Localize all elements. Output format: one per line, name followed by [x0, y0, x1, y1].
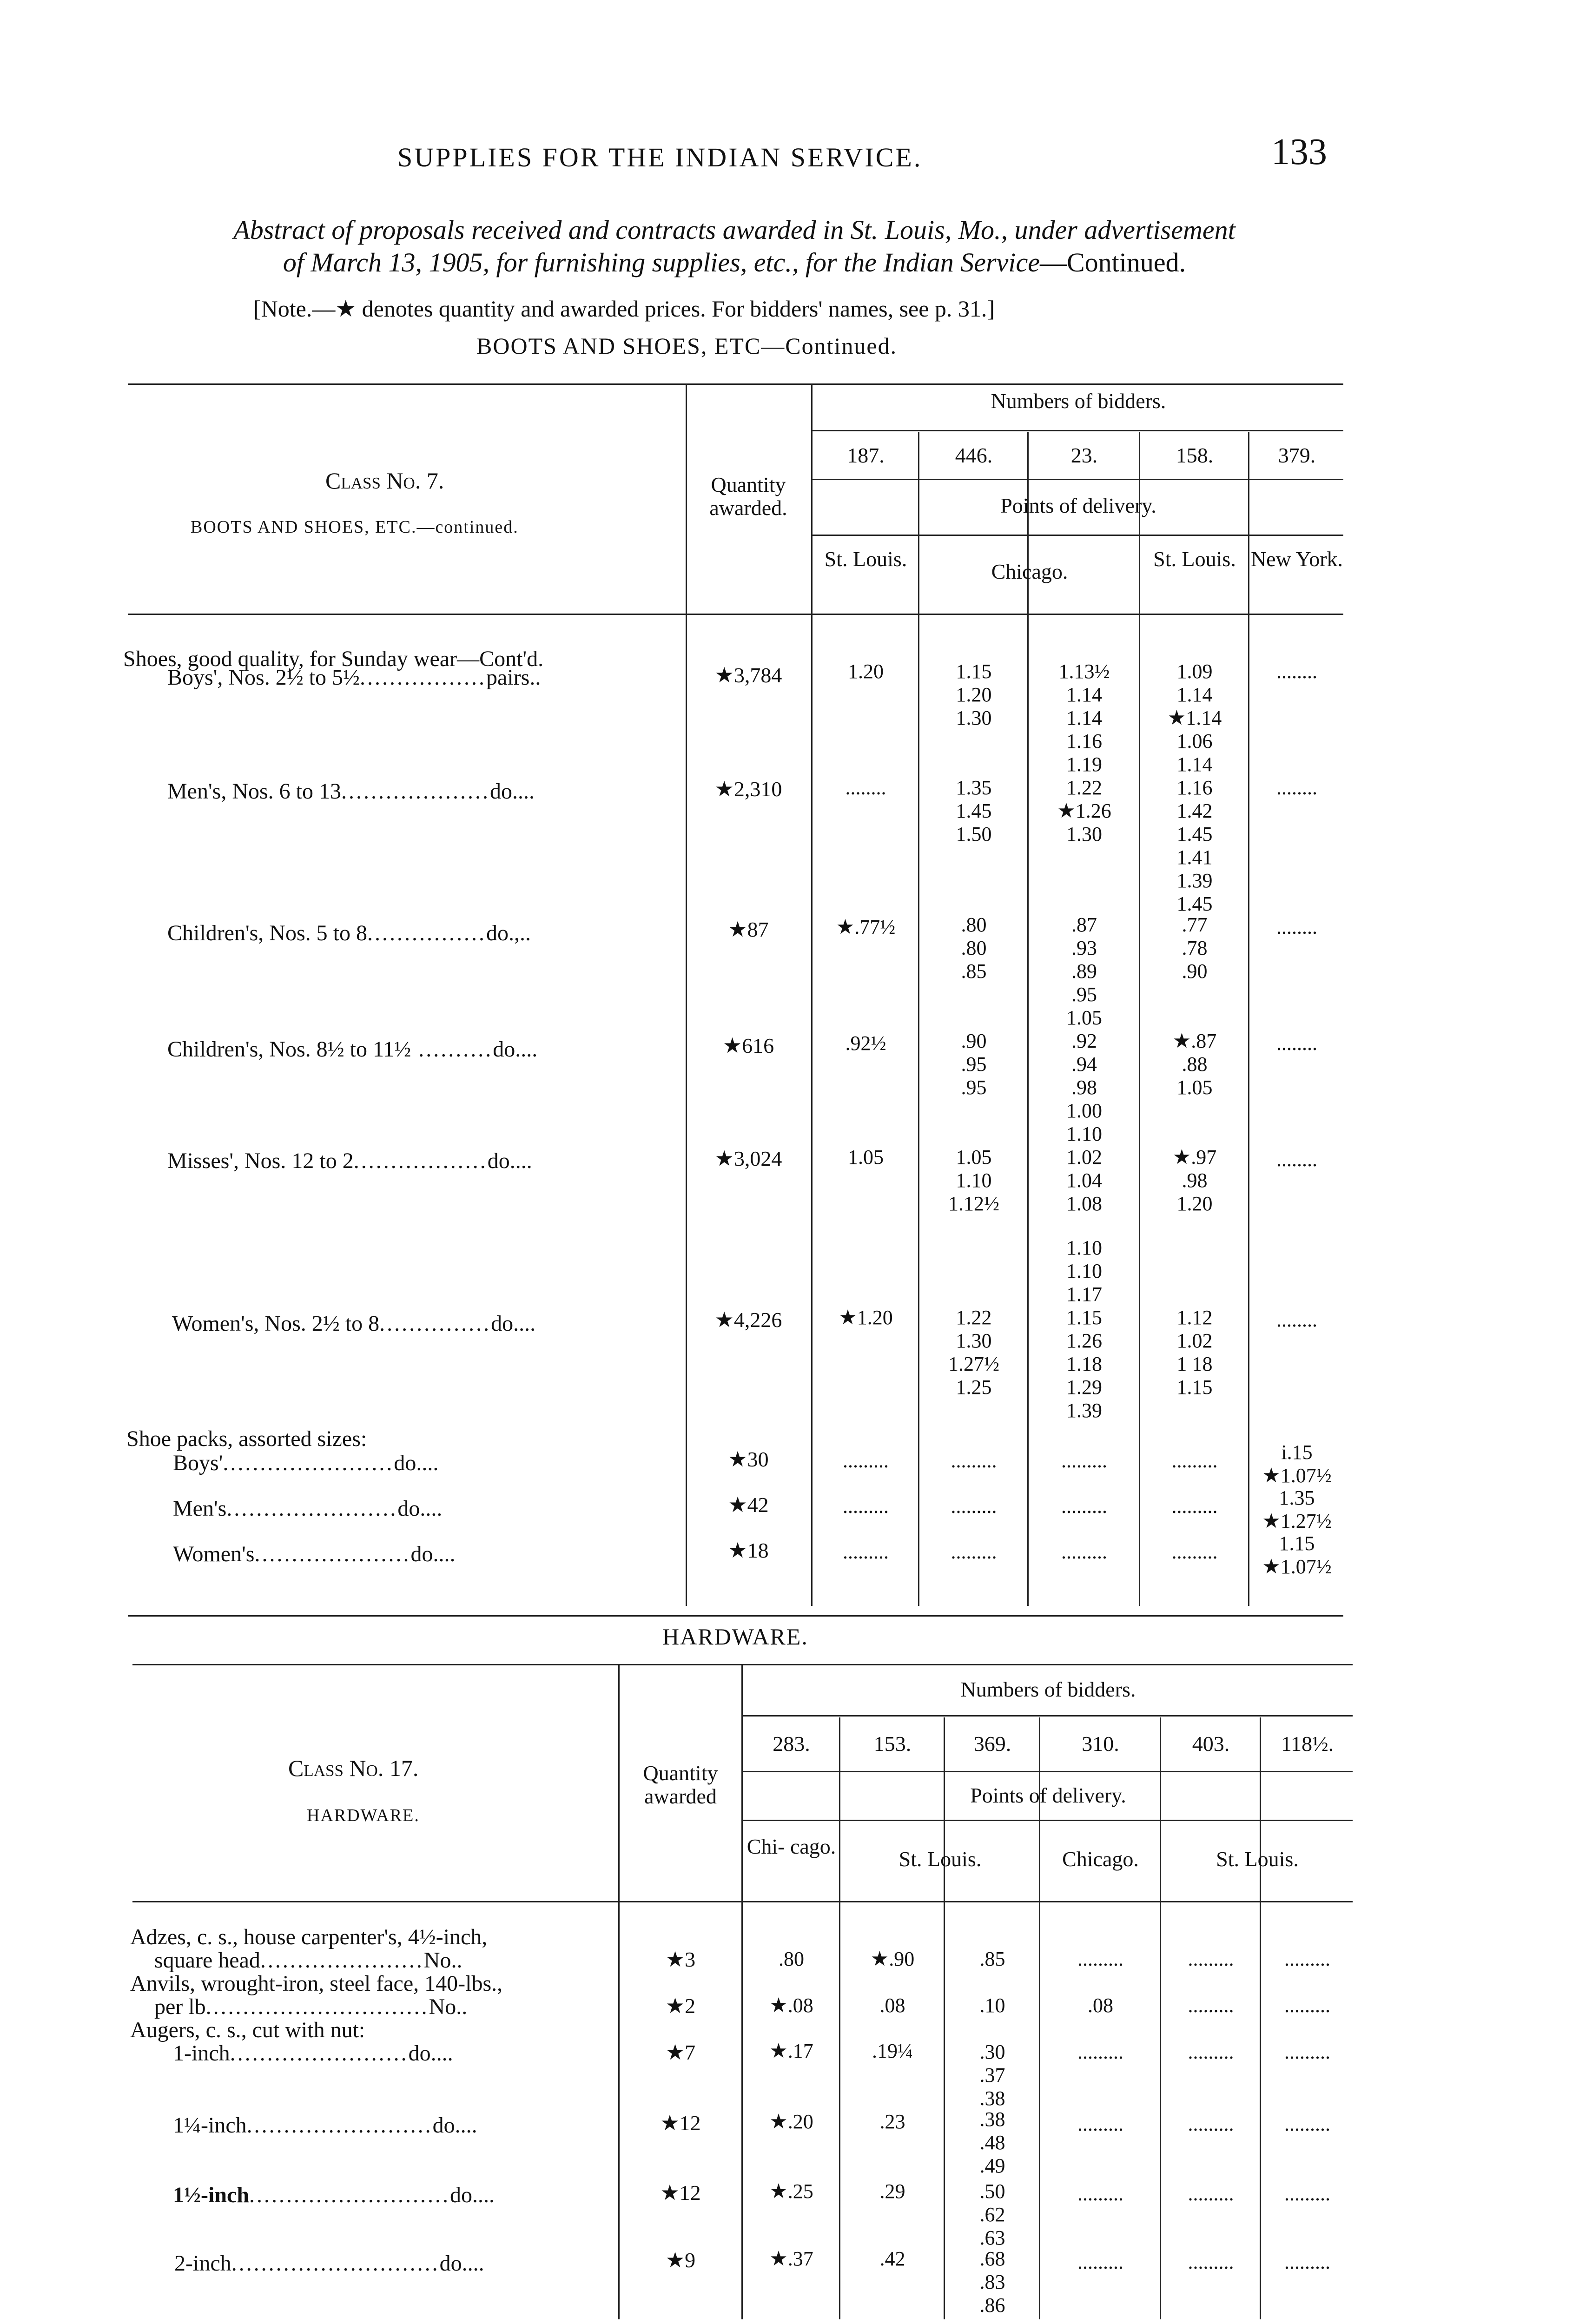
cell-187: .........	[843, 1449, 889, 1472]
row-item-label: Men's.......................do....	[173, 1496, 443, 1521]
group-title-sunday: Shoes, good quality, for Sunday wear—Cont'd.	[123, 647, 544, 671]
cell-379: 1.15 ★1.07½	[1262, 1532, 1332, 1578]
class-subtitle: HARDWARE.	[307, 1806, 420, 1825]
cell-403: .........	[1188, 2182, 1234, 2205]
cell-187: ★1.20	[839, 1306, 893, 1329]
cell-310: .........	[1077, 2040, 1123, 2063]
cell-283: ★.08	[769, 1994, 813, 2017]
cell-446: .80 .80 .85	[961, 913, 987, 983]
cell-118: .........	[1284, 2251, 1330, 2273]
cell-283: ★.20	[769, 2110, 813, 2133]
cell-403: .........	[1188, 2251, 1234, 2273]
cell-403: .........	[1188, 1994, 1234, 2017]
abstract-line-2	[112, 246, 1357, 279]
row-qty: ★4,226	[714, 1308, 782, 1332]
class-label: Class No. 7.	[325, 468, 444, 494]
row-qty: ★18	[728, 1538, 769, 1562]
cell-369: .30 .37 .38	[979, 2040, 1005, 2110]
cell-187: .........	[843, 1540, 889, 1563]
cell-187: ........	[845, 776, 886, 799]
delivery-st-louis-1: St. Louis.	[899, 1847, 982, 1871]
cell-379: ........	[1276, 1032, 1317, 1055]
cell-187: 1.05	[848, 1146, 884, 1169]
cell-187: ★.77½	[836, 916, 896, 938]
row-item-line-1: Anvils, wrought-iron, steel face, 140-lbs.,	[130, 1971, 503, 1996]
row-qty: ★3	[665, 1948, 696, 1971]
cell-310: .........	[1077, 2251, 1123, 2273]
bidder-446: 446.	[955, 443, 993, 467]
row-qty: ★30	[728, 1447, 769, 1471]
cell-403: .........	[1188, 2040, 1234, 2063]
row-qty: ★9	[665, 2248, 696, 2272]
row-qty: ★87	[728, 918, 769, 941]
row-item-line-1: Adzes, c. s., house carpenter's, 4½-inch,	[130, 1925, 488, 1949]
cell-153: .08	[879, 1994, 905, 2017]
cell-158: ★.87 .88 1.05	[1172, 1030, 1217, 1099]
row-qty: ★42	[728, 1493, 769, 1517]
abstract-line-2-tail: —Continued.	[1039, 247, 1186, 277]
bidder-283: 283.	[773, 1732, 810, 1756]
bidder-158: 158.	[1176, 443, 1214, 467]
cell-153: .29	[879, 2180, 905, 2203]
page-number: 133	[1271, 132, 1327, 172]
cell-153: ★.90	[870, 1948, 915, 1970]
row-item-label: Misses', Nos. 12 to 2..................do....	[167, 1149, 532, 1173]
bidder-310: 310.	[1082, 1732, 1119, 1756]
cell-158: 1.09 1.14 ★1.14 1.06 1.14	[1167, 660, 1222, 776]
quantity-awarded-header: Quantity awarded	[643, 1761, 718, 1808]
bidder-118: 118½.	[1281, 1732, 1334, 1756]
cell-369: .38 .48 .49	[979, 2108, 1005, 2177]
row-item-label: Women's, Nos. 2½ to 8...............do....	[172, 1311, 536, 1336]
cell-23: 1.02 1.04 1.08	[1066, 1146, 1102, 1215]
row-item-label: square head......................No..	[154, 1948, 462, 1973]
bidder-403: 403.	[1192, 1732, 1230, 1756]
cell-283: .80	[779, 1948, 804, 1970]
cell-158: 1.16 1.42 1.45 1.41 1.39 1.45	[1176, 776, 1213, 915]
cell-369: .10	[979, 1994, 1005, 2017]
cell-158: .........	[1171, 1449, 1218, 1472]
cell-118: .........	[1284, 1994, 1330, 2017]
cell-310: .........	[1077, 2113, 1123, 2135]
cell-23: .........	[1061, 1449, 1107, 1472]
cell-379: ........	[1276, 660, 1317, 683]
row-item-label: Boys', Nos. 2½ to 5½.................pairs..	[167, 665, 541, 690]
cell-118: .........	[1284, 2182, 1330, 2205]
cell-310: .08	[1088, 1994, 1113, 2017]
cell-283: ★.17	[769, 2040, 813, 2062]
cell-158: 1.12 1.02 1 18 1.15	[1176, 1306, 1213, 1399]
delivery-chicago-2: Chicago.	[1062, 1847, 1139, 1871]
cell-23: 1.13½ 1.14 1.14 1.16 1.19	[1058, 660, 1110, 776]
delivery-header: Points of delivery.	[1000, 494, 1156, 517]
row-item-label: Men's, Nos. 6 to 13....................do....	[167, 779, 535, 804]
row-item-label: 1½-inch...........................do....	[173, 2183, 495, 2207]
row-item-label: Boys'.......................do....	[173, 1451, 439, 1475]
cell-158: ★.97 .98 1.20	[1172, 1146, 1217, 1215]
cell-23: 1.22 ★1.26 1.30	[1057, 776, 1111, 845]
row-item-label: Children's, Nos. 8½ to 11½ ..........do....	[167, 1037, 538, 1062]
cell-446: .90 .95 .95	[961, 1030, 987, 1099]
bidder-23: 23.	[1070, 443, 1098, 467]
quantity-awarded-header: Quantity awarded.	[709, 473, 787, 520]
cell-403: .........	[1188, 2113, 1234, 2135]
row-item-line-1: Augers, c. s., cut with nut:	[130, 2018, 365, 2042]
cell-379: 1.35 ★1.27½	[1262, 1486, 1332, 1532]
bidders-header: Numbers of bidders.	[991, 389, 1166, 413]
row-qty: ★12	[660, 2181, 701, 2205]
delivery-st-louis-1: St. Louis.	[824, 547, 907, 571]
cell-187: 1.20	[848, 660, 884, 683]
cell-118: .........	[1284, 2040, 1330, 2063]
row-item-label: 1¼-inch.........................do....	[173, 2113, 477, 2138]
bidders-header: Numbers of bidders.	[960, 1677, 1136, 1701]
cell-310: .........	[1077, 1948, 1123, 1970]
cell-379: ........	[1276, 916, 1317, 938]
cell-23: .87 .93 .89 .95 1.05	[1066, 913, 1102, 1029]
cell-153: .42	[879, 2247, 905, 2270]
row-qty: ★2	[665, 1994, 696, 2018]
cell-446: 1.22 1.30 1.27½ 1.25	[948, 1306, 999, 1399]
cell-187: .........	[843, 1495, 889, 1518]
cell-379: ........	[1276, 1308, 1317, 1331]
cell-446: .........	[951, 1449, 997, 1472]
bidder-369: 369.	[973, 1732, 1011, 1756]
delivery-st-louis-2: St. Louis.	[1153, 547, 1236, 571]
section-title-hardware: HARDWARE.	[662, 1624, 808, 1650]
cell-369: .68 .83 .86	[979, 2247, 1005, 2317]
delivery-st-louis-2: St. Louis.	[1216, 1847, 1299, 1871]
cell-446: 1.05 1.10 1.12½	[948, 1146, 999, 1215]
delivery-chicago: Chicago.	[991, 560, 1068, 583]
cell-153: .19¼	[872, 2040, 913, 2062]
row-item-label: 2-inch............................do....	[174, 2251, 484, 2276]
cell-403: .........	[1188, 1948, 1234, 1970]
cell-23: .........	[1061, 1540, 1107, 1563]
cell-187: .92½	[845, 1032, 886, 1055]
cell-379: i.15 ★1.07½	[1262, 1441, 1332, 1487]
cell-446: 1.15 1.20 1.30	[956, 660, 992, 729]
bidder-379: 379.	[1278, 443, 1316, 467]
cell-310: .........	[1077, 2182, 1123, 2205]
row-qty: ★7	[665, 2040, 696, 2064]
row-qty: ★3,024	[714, 1147, 782, 1170]
cell-118: .........	[1284, 1948, 1330, 1970]
delivery-header: Points of delivery.	[970, 1783, 1126, 1807]
running-header-title: SUPPLIES FOR THE INDIAN SERVICE.	[397, 142, 923, 172]
row-item-label: Children's, Nos. 5 to 8................do.,..	[167, 921, 531, 945]
cell-158: .........	[1171, 1495, 1218, 1518]
cell-379: ........	[1276, 1148, 1317, 1171]
row-qty: ★616	[722, 1034, 774, 1057]
cell-23: 1.10 1.10 1.17 1.15 1.26 1.18 1.29 1.39	[1066, 1236, 1102, 1422]
note: [Note.—★ denotes quantity and awarded prices. For bidders' names, see p. 31.]	[253, 296, 995, 322]
cell-446: .........	[951, 1540, 997, 1563]
delivery-chicago-1: Chi- cago.	[747, 1835, 836, 1858]
cell-369: .50 .62 .63	[979, 2180, 1005, 2249]
row-item-label: 1-inch........................do....	[173, 2041, 453, 2066]
cell-153: .23	[879, 2110, 905, 2133]
cell-283: ★.37	[769, 2247, 813, 2270]
row-item-label: Women's.....................do....	[173, 1542, 456, 1566]
group-title-shoe-packs: Shoe packs, assorted sizes:	[126, 1426, 367, 1451]
cell-23: .........	[1061, 1495, 1107, 1518]
row-qty: ★2,310	[714, 777, 782, 801]
bidder-187: 187.	[847, 443, 885, 467]
cell-118: .........	[1284, 2113, 1330, 2135]
row-qty: ★3,784	[714, 663, 782, 687]
class-label: Class No. 17.	[288, 1755, 419, 1781]
bidder-153: 153.	[873, 1732, 912, 1756]
cell-23: .92 .94 .98 1.00 1.10	[1066, 1030, 1102, 1145]
cell-283: ★.25	[769, 2180, 813, 2203]
section-title-boots: BOOTS AND SHOES, ETC—Continued.	[476, 333, 898, 359]
abstract-line-1: Abstract of proposals received and contracts awarded in St. Louis, Mo., under advertisement	[233, 215, 1235, 245]
cell-158: .77 .78 .90	[1182, 913, 1208, 983]
delivery-new-york: New York.	[1250, 547, 1343, 571]
cell-369: .85	[979, 1948, 1005, 1970]
row-item-label: per lb..............................No..	[154, 1994, 468, 2019]
class-subtitle: BOOTS AND SHOES, ETC.—continued.	[191, 517, 519, 537]
cell-379: ........	[1276, 776, 1317, 799]
cell-158: .........	[1171, 1540, 1218, 1563]
cell-446: 1.35 1.45 1.50	[956, 776, 992, 845]
cell-446: .........	[951, 1495, 997, 1518]
row-qty: ★12	[660, 2111, 701, 2135]
abstract-line-2-italic: of March 13, 1905, for furnishing supplies, etc., for the Indian Service	[283, 247, 1040, 277]
